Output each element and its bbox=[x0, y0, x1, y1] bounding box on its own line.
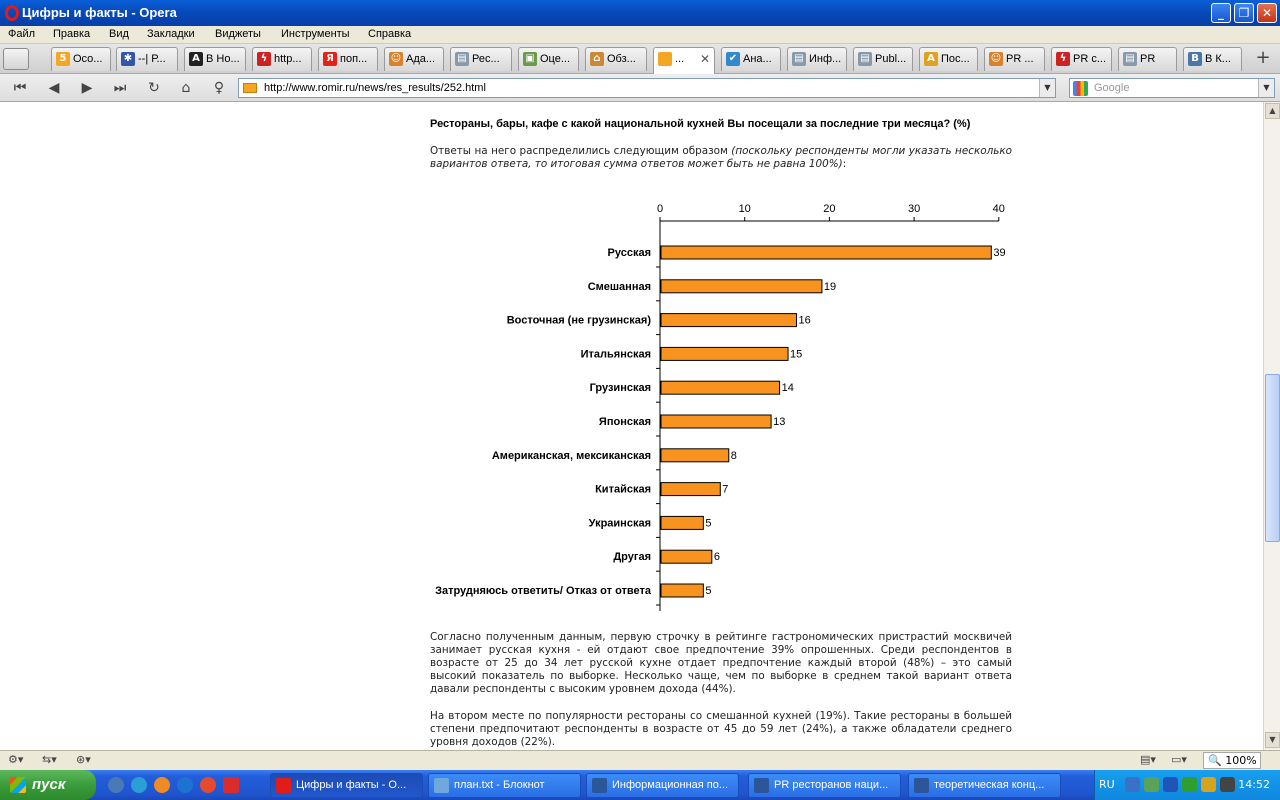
value-label: 6 bbox=[713, 551, 720, 564]
lightning-icon: ϟ bbox=[1056, 52, 1070, 66]
scroll-up-icon[interactable]: ▲ bbox=[1265, 103, 1280, 119]
face-icon: ☺ bbox=[390, 53, 402, 64]
value-label: 39 bbox=[993, 247, 1006, 259]
tab-5[interactable] bbox=[384, 47, 444, 71]
address-toolbar bbox=[0, 74, 1280, 102]
tab-0[interactable] bbox=[51, 47, 111, 71]
tab-label: Ада... bbox=[406, 53, 436, 65]
category-label: Китайская bbox=[595, 483, 651, 496]
tab-label: В Но... bbox=[206, 53, 240, 65]
tab-16[interactable] bbox=[1118, 47, 1177, 71]
maximize-button[interactable]: ❐ bbox=[1234, 3, 1254, 23]
title-bar bbox=[0, 0, 1280, 26]
image-icon: ▣ bbox=[523, 52, 537, 66]
taskbar-app-icon bbox=[592, 778, 607, 793]
tab-label: Инф... bbox=[809, 53, 842, 65]
tab-11[interactable] bbox=[787, 47, 847, 71]
x-tick-label: 0 bbox=[656, 203, 664, 215]
fast-forward-icon[interactable]: ⏭ bbox=[113, 80, 127, 96]
lightning-icon: ϟ bbox=[257, 52, 271, 66]
taskbar-item-label: план.txt - Блокнот bbox=[454, 779, 545, 791]
intro-text: Ответы на него распределились следующим образом bbox=[430, 145, 732, 157]
menu-edit[interactable]: Правка bbox=[53, 28, 91, 40]
check-icon: ✔ bbox=[726, 52, 740, 66]
tab-17[interactable] bbox=[1183, 47, 1242, 71]
tab-3[interactable] bbox=[252, 47, 312, 71]
key-icon[interactable]: ♀ bbox=[213, 80, 225, 96]
forward-icon[interactable]: ▶ bbox=[81, 80, 93, 96]
category-label: Японская bbox=[598, 416, 651, 428]
bar bbox=[661, 516, 703, 529]
quicklaunch-ie-icon[interactable] bbox=[177, 777, 193, 793]
bar bbox=[661, 246, 991, 259]
x-tick-label: 30 bbox=[907, 203, 921, 215]
address-field[interactable] bbox=[238, 78, 1056, 98]
menu-tools[interactable]: Инструменты bbox=[281, 28, 350, 40]
new-tab-button[interactable]: + bbox=[1255, 47, 1271, 68]
start-button[interactable] bbox=[0, 770, 96, 800]
tab-14[interactable] bbox=[984, 47, 1045, 71]
taskbar-app-icon bbox=[276, 778, 291, 793]
x-tick-label: 10 bbox=[738, 203, 751, 215]
bar bbox=[661, 415, 771, 428]
back-icon[interactable]: ◀ bbox=[48, 80, 60, 96]
category-label: Итальянская bbox=[580, 348, 651, 361]
taskbar-app-icon bbox=[914, 778, 929, 793]
quicklaunch-media-icon[interactable] bbox=[131, 777, 147, 793]
language-indicator[interactable]: RU bbox=[1099, 778, 1115, 791]
page-content bbox=[0, 102, 1263, 750]
minimize-button[interactable]: _ bbox=[1211, 3, 1231, 23]
tab-label: Пос... bbox=[941, 53, 970, 65]
menu-view[interactable]: Вид bbox=[109, 28, 129, 40]
bar bbox=[661, 314, 797, 327]
tab-1[interactable] bbox=[116, 47, 178, 71]
status-bar bbox=[0, 750, 1280, 770]
tab-close-icon[interactable]: ✕ bbox=[699, 52, 710, 66]
search-field[interactable] bbox=[1069, 78, 1275, 98]
tab-10[interactable] bbox=[721, 47, 781, 71]
scroll-down-icon[interactable]: ▼ bbox=[1265, 732, 1280, 748]
category-label: Восточная (не грузинская) bbox=[506, 314, 651, 327]
tray-antivirus-icon[interactable] bbox=[1182, 777, 1197, 792]
panel-toggle-button[interactable] bbox=[3, 48, 29, 70]
page-icon: ▤ bbox=[455, 52, 469, 66]
address-url[interactable]: http://www.romir.ru/news/res_results/252.html bbox=[264, 82, 486, 94]
category-label: Затрудняюсь ответить/ Отказ от ответа bbox=[435, 585, 651, 597]
bar bbox=[661, 584, 703, 597]
menu-widgets[interactable]: Виджеты bbox=[215, 28, 261, 40]
home-icon: ⌂ bbox=[590, 52, 604, 66]
taskbar-item-label: Цифры и факты - О... bbox=[296, 779, 407, 791]
tray-shield-icon[interactable] bbox=[1144, 777, 1159, 792]
taskbar-item-2[interactable] bbox=[586, 773, 739, 798]
reload-icon[interactable]: ↻ bbox=[148, 80, 160, 96]
taskbar-item-3[interactable] bbox=[748, 773, 901, 798]
analysis-paragraph-2: На втором месте по популярности рестораны со смешанной кухней (19%). Такие рестораны в большей степени предпочитают респонденты в возрасте от 45 до 59 лет (24%), а также обладатели среднего уровня доходов (22%). bbox=[430, 710, 1012, 748]
value-label: 5 bbox=[705, 585, 712, 597]
search-dropdown-icon[interactable]: ▼ bbox=[1258, 79, 1274, 97]
quicklaunch-desktop-icon[interactable] bbox=[108, 777, 124, 793]
value-label: 19 bbox=[823, 280, 837, 293]
bar bbox=[661, 280, 822, 293]
tab-12[interactable] bbox=[853, 47, 913, 71]
quicklaunch-mail-icon[interactable] bbox=[200, 777, 216, 793]
tab-8[interactable] bbox=[585, 47, 647, 71]
yandex-icon: Я bbox=[323, 52, 337, 66]
close-button[interactable]: ✕ bbox=[1257, 3, 1277, 23]
tab-label: --| Р... bbox=[138, 53, 166, 65]
value-label: 15 bbox=[790, 348, 803, 361]
windows-taskbar bbox=[0, 770, 1280, 800]
tab-7[interactable] bbox=[518, 47, 579, 71]
tab-9[interactable] bbox=[653, 47, 715, 74]
snowflake-icon: ✱ bbox=[121, 52, 135, 66]
tab-label: ... bbox=[675, 53, 685, 65]
value-label: 13 bbox=[773, 416, 786, 428]
category-label: Другая bbox=[613, 551, 651, 564]
search-placeholder: Google bbox=[1094, 82, 1130, 94]
window-title: Цифры и факты - Opera bbox=[22, 5, 177, 20]
abc-icon: A bbox=[924, 52, 938, 66]
bar bbox=[661, 347, 788, 360]
tab-label: Рес... bbox=[472, 53, 500, 65]
taskbar-item-label: Информационная по... bbox=[612, 779, 729, 791]
taskbar-item-1[interactable] bbox=[428, 773, 581, 798]
intro-paragraph bbox=[430, 145, 1012, 171]
taskbar-item-label: теоретическая конц... bbox=[934, 779, 1045, 791]
tab-label: Обз... bbox=[607, 53, 636, 65]
tab-label: В К... bbox=[1205, 53, 1231, 65]
google-icon bbox=[1073, 81, 1088, 96]
tab-label: Осо... bbox=[73, 53, 103, 65]
romir-icon bbox=[658, 52, 672, 66]
address-dropdown-icon[interactable]: ▼ bbox=[1039, 79, 1055, 97]
tab-label: Ана... bbox=[743, 53, 772, 65]
tab-13[interactable] bbox=[919, 47, 978, 71]
analysis-paragraph-1: Согласно полученным данным, первую строчку в рейтинге гастрономических пристрастий москвичей занимает русская кухня - ей отдают свое предпочтение 39% опрошенных. Среди респондентов в возрасте от 25 до 34 лет русской кухне отдает предпочтение каждый второй (48%) – это самый высокий показатель по выборке. Несколько чаще, чем по выборке в среднем такой вариант ответа давали респонденты с высоким уровнем дохода (44%). bbox=[430, 631, 1012, 695]
menu-bar bbox=[0, 26, 1280, 44]
tab-4[interactable] bbox=[318, 47, 378, 71]
start-label: пуск bbox=[32, 776, 66, 793]
five-icon: 5 bbox=[56, 52, 70, 66]
quicklaunch-m-icon[interactable] bbox=[223, 777, 239, 793]
taskbar-item-label: PR ресторанов наци... bbox=[774, 779, 889, 791]
site-favicon-icon bbox=[243, 83, 257, 93]
bar bbox=[661, 449, 729, 462]
opera-logo-icon bbox=[5, 5, 19, 21]
value-label: 7 bbox=[722, 483, 729, 496]
category-label: Русская bbox=[607, 247, 651, 259]
intro-note: (поскольку респонденты могли указать несколько вариантов ответа, то итоговая сумма ответов может быть не равна 100%) bbox=[430, 145, 1012, 170]
face-icon: ☺ bbox=[990, 53, 1002, 64]
tray-ru-icon[interactable] bbox=[1163, 777, 1178, 792]
taskbar-app-icon bbox=[754, 778, 769, 793]
tab-label: PR ... bbox=[1006, 53, 1034, 65]
clock: 14:52 bbox=[1238, 778, 1270, 791]
bar bbox=[661, 483, 720, 496]
x-tick-label: 40 bbox=[992, 203, 1005, 215]
page-icon: ▤ bbox=[792, 52, 806, 66]
category-label: Украинская bbox=[588, 517, 651, 530]
tab-label: http... bbox=[274, 53, 302, 65]
system-tray bbox=[1094, 770, 1280, 800]
tools-icon[interactable]: ⚙▾ bbox=[8, 753, 24, 766]
x-tick-label: 20 bbox=[823, 203, 836, 215]
rewind-icon[interactable]: ⏮ bbox=[13, 80, 27, 96]
taskbar-item-4[interactable] bbox=[908, 773, 1061, 798]
tab-6[interactable] bbox=[450, 47, 512, 71]
value-label: 5 bbox=[705, 517, 712, 530]
page-icon: ▤ bbox=[858, 52, 872, 66]
tray-network-icon[interactable] bbox=[1125, 777, 1140, 792]
share-icon[interactable]: ⇆▾ bbox=[42, 753, 57, 766]
tray-display-icon[interactable] bbox=[1220, 777, 1235, 792]
menu-bookmarks[interactable]: Закладки bbox=[147, 28, 195, 40]
zoom-value: 100% bbox=[1225, 754, 1257, 767]
bar bbox=[661, 550, 712, 563]
value-label: 8 bbox=[730, 449, 737, 462]
tab-15[interactable] bbox=[1051, 47, 1112, 71]
tab-label: PR bbox=[1140, 53, 1156, 65]
national-cuisine-bar-chart bbox=[420, 194, 1020, 614]
category-label: Смешанная bbox=[587, 280, 651, 293]
vertical-scrollbar[interactable] bbox=[1263, 102, 1280, 750]
intro-end: : bbox=[842, 158, 847, 170]
vk-icon: B bbox=[1188, 52, 1202, 66]
taskbar-app-icon bbox=[434, 778, 449, 793]
scroll-thumb[interactable] bbox=[1265, 374, 1280, 542]
tab-label: Оце... bbox=[540, 53, 571, 65]
tab-label: PR с... bbox=[1073, 53, 1107, 65]
tab-2[interactable] bbox=[184, 47, 246, 71]
taskbar-item-0[interactable] bbox=[270, 773, 423, 798]
web-icon[interactable]: ⊛▾ bbox=[76, 753, 91, 766]
category-label: Американская, мексиканская bbox=[491, 449, 651, 462]
windows-logo-icon bbox=[10, 777, 26, 793]
ad-icon: A bbox=[189, 52, 203, 66]
survey-question: Рестораны, бары, кафе с какой национальной кухней Вы посещали за последние три месяца? (%) bbox=[430, 118, 971, 130]
bar bbox=[661, 381, 780, 394]
tray-speaker-icon[interactable] bbox=[1201, 777, 1216, 792]
quicklaunch-firefox-icon[interactable] bbox=[154, 777, 170, 793]
category-label: Грузинская bbox=[589, 382, 651, 395]
value-label: 16 bbox=[798, 314, 811, 327]
tab-label: поп... bbox=[340, 53, 368, 65]
zoom-select[interactable]: 🔍 100% bbox=[1203, 752, 1261, 769]
value-label: 14 bbox=[781, 382, 794, 395]
tab-bar bbox=[0, 44, 1280, 74]
view-icon[interactable]: ▭▾ bbox=[1171, 753, 1187, 766]
page-fit-icon[interactable]: ▤▾ bbox=[1140, 753, 1156, 766]
tab-label: Publ... bbox=[875, 53, 907, 65]
page-icon: ▤ bbox=[1123, 52, 1137, 66]
menu-help[interactable]: Справка bbox=[368, 28, 412, 40]
home-icon[interactable]: ⌂ bbox=[181, 80, 191, 96]
menu-file[interactable]: Файл bbox=[8, 28, 36, 40]
